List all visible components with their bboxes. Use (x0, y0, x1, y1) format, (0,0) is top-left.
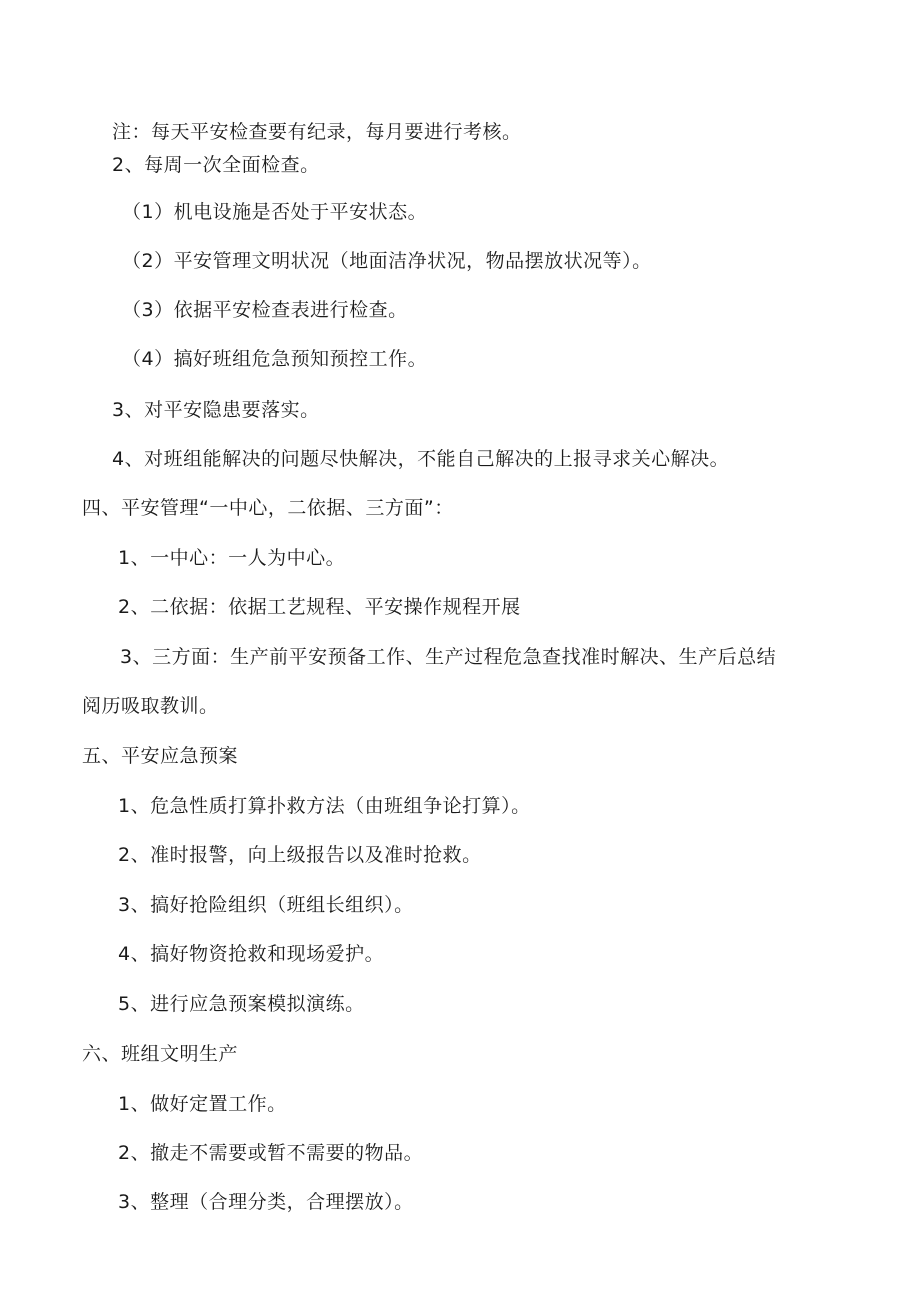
list-item: 2、撤走不需要或暂不需要的物品。 (118, 1142, 424, 1164)
list-item: 3、整理（合理分类，合理摆放）。 (118, 1191, 414, 1213)
list-item-continuation: 阅历吸取教训。 (82, 695, 219, 717)
list-item: 2、准时报警，向上级报告以及准时抢救。 (118, 844, 482, 866)
list-item: 3、搞好抢险组织（班组长组织）。 (118, 894, 414, 916)
list-item: （1）机电设施是否处于平安状态。 (122, 201, 428, 223)
section-heading: 六、班组文明生产 (82, 1043, 239, 1065)
list-item: 4、对班组能解决的问题尽快解决，不能自己解决的上报寻求关心解决。 (112, 448, 730, 470)
list-item: 2、二依据：依据工艺规程、平安操作规程开展 (118, 596, 521, 618)
list-item: （4）搞好班组危急预知预控工作。 (122, 348, 428, 370)
list-item: （3）依据平安检查表进行检查。 (122, 299, 408, 321)
list-item: 3、对平安隐患要落实。 (112, 399, 320, 421)
list-item: 1、做好定置工作。 (118, 1093, 287, 1115)
list-item: 4、搞好物资抢救和现场爱护。 (118, 943, 385, 965)
section-heading: 四、平安管理“一中心，二依据、三方面”： (82, 497, 454, 519)
list-item: 1、危急性质打算扑救方法（由班组争论打算）。 (118, 795, 531, 817)
list-item: （2）平安管理文明状况（地面洁净状况，物品摆放状况等）。 (122, 250, 652, 272)
list-item: 1、一中心：一人为中心。 (118, 547, 346, 569)
list-item: 2、每周一次全面检查。 (112, 154, 320, 176)
note-line: 注：每天平安检查要有纪录，每月要进行考核。 (112, 121, 522, 143)
list-item: 3、三方面：生产前平安预备工作、生产过程危急查找准时解决、生产后总结 (120, 646, 777, 668)
list-item: 5、进行应急预案模拟演练。 (118, 993, 365, 1015)
section-heading: 五、平安应急预案 (82, 745, 239, 767)
